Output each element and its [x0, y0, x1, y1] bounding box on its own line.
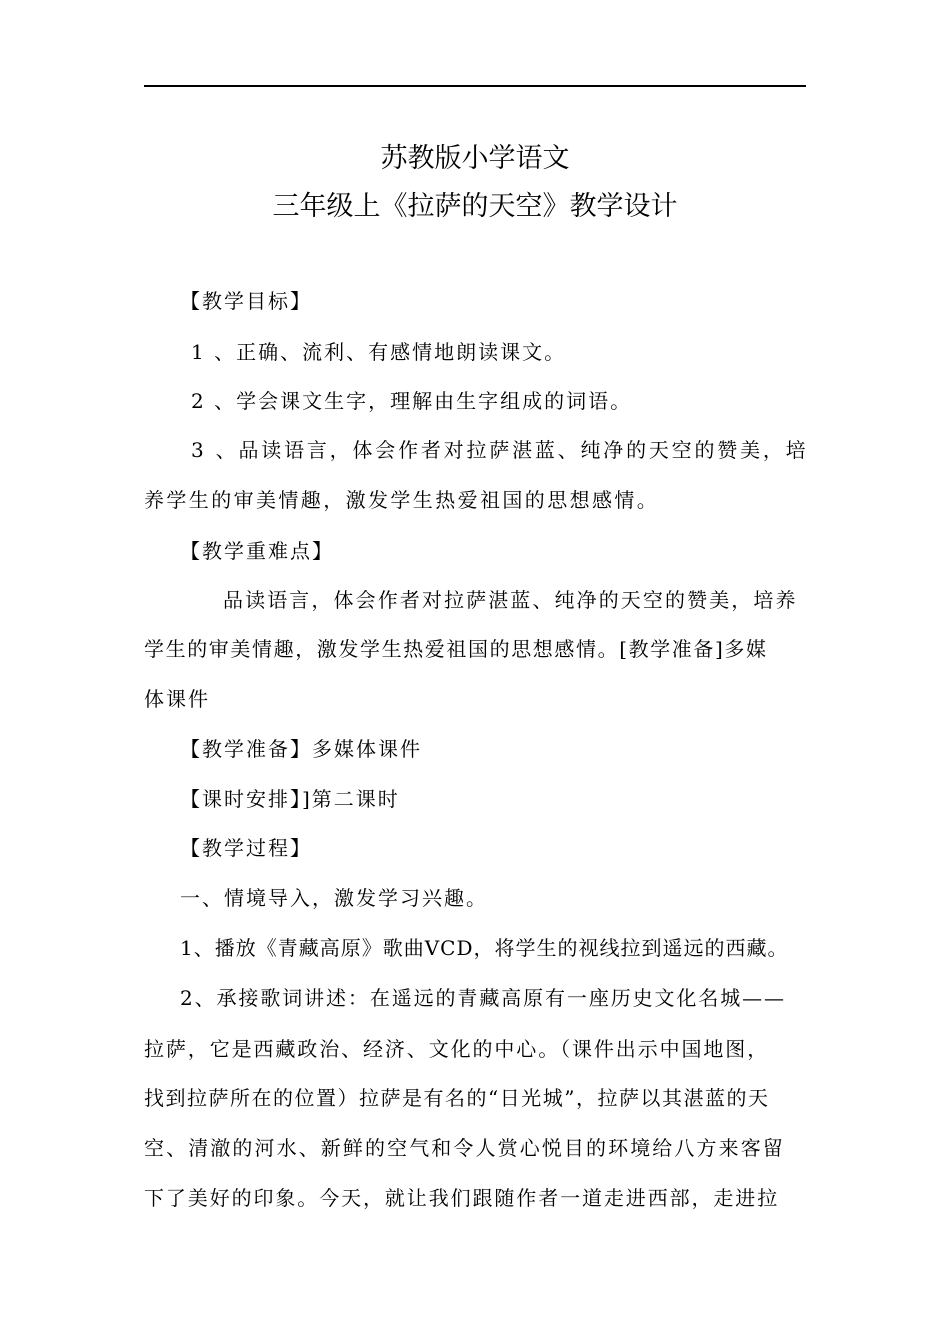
key-points-text-cont: 学生的审美情趣，激发学生热爱祖国的思想感情。[教学准备]多媒: [144, 637, 768, 661]
objective-3: 3 、品读语言，体会作者对拉萨湛蓝、纯净的天空的赞美，培: [191, 438, 809, 462]
section-heading-key-points: 【教学重难点】: [180, 539, 334, 563]
objective-3-cont: 养学生的审美情趣，激发学生热爱祖国的思想感情。: [144, 488, 660, 512]
process-item-2: 2、承接歌词讲述：在遥远的青藏高原有一座历史文化名城——: [180, 986, 786, 1010]
process-item-2-cont-4: 下了美好的印象。今天，就让我们跟随作者一道走进西部，走进拉: [144, 1186, 780, 1210]
document-title-line-1: 苏教版小学语文: [380, 143, 570, 174]
section-heading-objectives: 【教学目标】: [180, 289, 312, 313]
section-heading-schedule: 【课时安排】]第二课时: [180, 787, 400, 811]
process-item-2-cont-1: 拉萨，它是西藏政治、经济、文化的中心。（课件出示中国地图，: [144, 1037, 770, 1061]
document-title-line-2: 三年级上《拉萨的天空》教学设计: [272, 191, 678, 222]
key-points-text: 品读语言，体会作者对拉萨湛蓝、纯净的天空的赞美，培养: [223, 588, 798, 612]
process-step-1: 一、情境导入，激发学习兴趣。: [180, 886, 488, 910]
section-heading-preparation: 【教学准备】多媒体课件: [180, 737, 422, 761]
header-rule: [144, 85, 806, 87]
objective-2: 2 、学会课文生字，理解由生字组成的词语。: [191, 389, 633, 413]
section-heading-process: 【教学过程】: [180, 836, 312, 860]
objective-1: 1 、正确、流利、有感情地朗读课文。: [191, 340, 567, 364]
process-item-1: 1、播放《青藏高原》歌曲VCD，将学生的视线拉到遥远的西藏。: [180, 936, 789, 960]
key-points-text-cont-2: 体课件: [144, 687, 210, 711]
process-item-2-cont-3: 空、清澈的河水、新鲜的空气和令人赏心悦目的环境给八方来客留: [144, 1136, 785, 1160]
process-item-2-cont-2: 找到拉萨所在的位置）拉萨是有名的“日光城”，拉萨以其湛蓝的天: [144, 1086, 770, 1110]
